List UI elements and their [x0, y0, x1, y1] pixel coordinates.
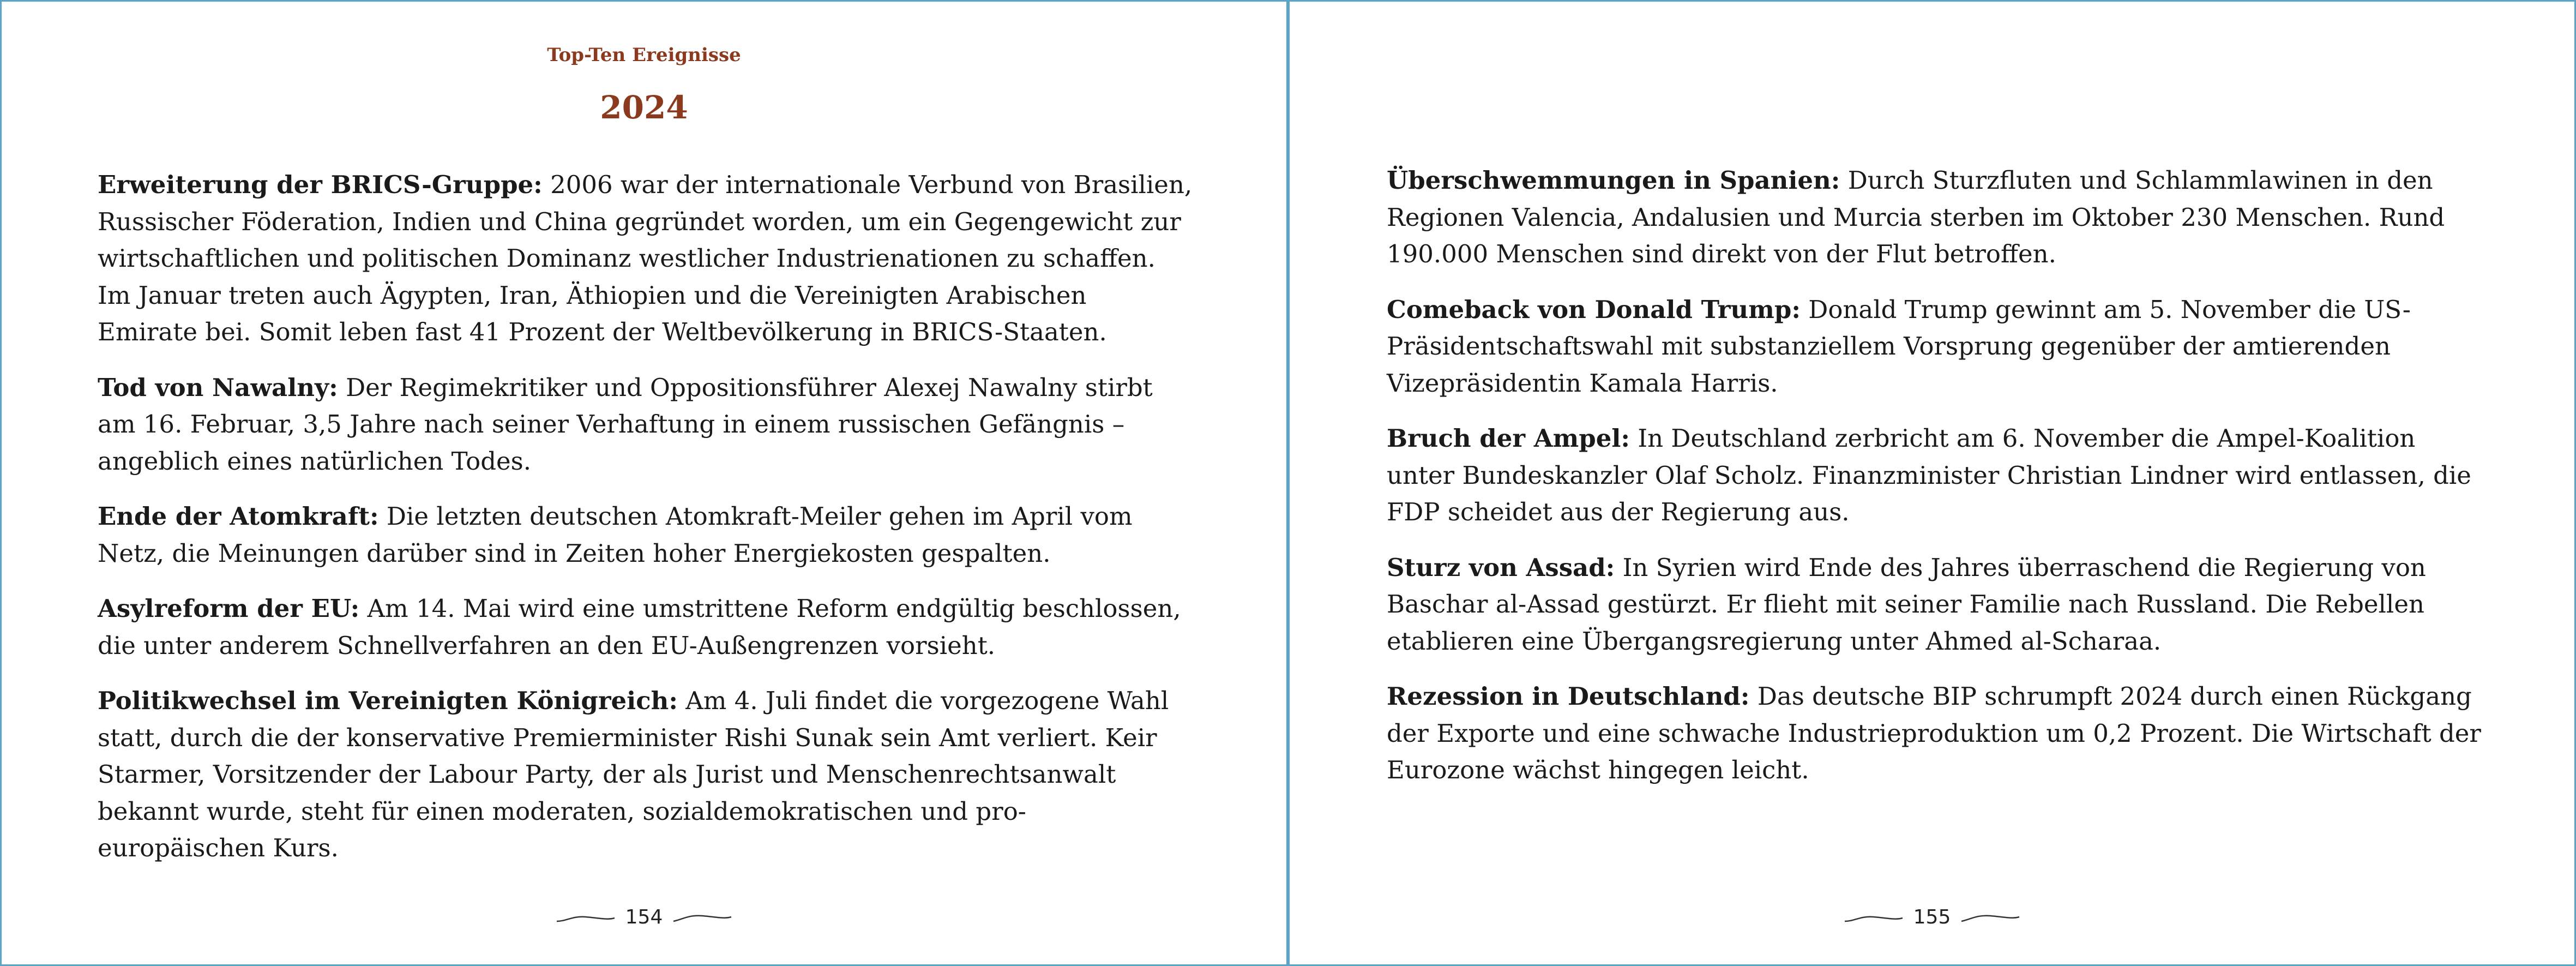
entry-politikwechsel [98, 682, 1194, 867]
entry-text: Donald Trump gewinnt am 5. November die US-Präsidentschaftswahl mit substanziellem Vorsprung gegenüber der amtierenden Vizepräsidentin Kamala Harris. [1387, 295, 2411, 398]
entry-asylreform [98, 590, 1194, 664]
entry-text: Das deutsche BIP schrumpft 2024 durch einen Rückgang der Exporte und eine schwache Industrieproduktion um 0,2 Prozent. Die Wirtschaft der Eurozone wächst hingegen leicht. [1387, 682, 2481, 784]
entry-head: Sturz von Assad: [1387, 553, 1615, 582]
entry-assad [1387, 549, 2483, 660]
entry-head: Rezession in Deutschland: [1387, 682, 1750, 711]
swash-right-icon [672, 909, 732, 926]
entry-brics [98, 166, 1194, 351]
entry-text: Die letzten deutschen Atomkraft-Meiler gehen im April vom Netz, die Meinungen darüber sind in Zeiten hoher Energiekosten gespalten. [98, 502, 1133, 568]
entry-head: Bruch der Ampel: [1387, 424, 1630, 453]
swash-left-icon [1844, 909, 1904, 926]
page-number: 155 [1913, 906, 1951, 928]
entry-text: 2006 war der internationale Verbund von Brasilien, Russischer Föderation, Indien und China gegründet worden, um ein Gegengewicht zur wirtschaftlichen und politischen Dominanz westlicher Industrienationen zu schaffen. Im Januar treten auch Ägypten, Iran, Äthiopien und die Vereinigten Arabischen Emirate bei. Somit leben fast 41 Prozent der Weltbevölkerung in BRICS-Staaten. [98, 170, 1193, 346]
page-number: 154 [625, 906, 663, 928]
entry-head: Comeback von Donald Trump: [1387, 295, 1801, 324]
entry-head: Ende der Atomkraft: [98, 502, 379, 531]
entry-rezession [1387, 678, 2483, 789]
running-head: Top-Ten Ereignisse [547, 44, 741, 66]
entry-nawalny [98, 369, 1194, 480]
entry-text: In Syrien wird Ende des Jahres überraschend die Regierung von Baschar al-Assad gestürzt. Er flieht mit seiner Familie nach Russland. Die Rebellen etablieren eine Übergangsregierung unter Ahmed al-Scharaa. [1387, 553, 2426, 656]
entry-trump [1387, 291, 2483, 402]
entry-head: Asylreform der EU: [98, 594, 360, 623]
swash-right-icon [1960, 909, 2020, 926]
entry-text: Am 4. Juli findet die vorgezogene Wahl statt, durch die der konservative Premierminister Rishi Sunak sein Amt verliert. Keir Starmer, Vorsitzender der Labour Party, der als Jurist und Menschenrechtsanwalt bekannt wurde, steht für einen moderaten, sozialdemokratischen und pro-europäischen Kurs. [98, 686, 1169, 862]
entry-text: Durch Sturzfluten und Schlammlawinen in den Regionen Valencia, Andalusien und Murcia sterben im Oktober 230 Menschen. Rund 190.000 Menschen sind direkt von der Flut betroffen. [1387, 166, 2445, 268]
entry-ampel [1387, 420, 2483, 531]
entry-spanien [1387, 162, 2483, 273]
entry-text: Am 14. Mai wird eine umstrittene Reform endgültig beschlossen, die unter anderem Schnellverfahren an den EU-Außengrenzen vorsieht. [98, 594, 1181, 660]
swash-left-icon [556, 909, 616, 926]
left-entries [98, 166, 1194, 885]
entry-atomkraft [98, 498, 1194, 572]
entry-head: Erweiterung der BRICS-Gruppe: [98, 170, 543, 199]
entry-head: Überschwemmungen in Spanien: [1387, 166, 1840, 195]
page-footer [2, 906, 1286, 928]
entry-head: Tod von Nawalny: [98, 373, 338, 402]
year-heading: 2024 [600, 89, 688, 126]
entry-text: Der Regimekritiker und Oppositionsführer Alexej Nawalny stirbt am 16. Februar, 3,5 Jahre nach seiner Verhaftung in einem russischen Gefängnis – angeblich eines natürlichen Todes. [98, 373, 1153, 476]
right-page [1288, 0, 2576, 966]
right-entries [1387, 162, 2483, 807]
entry-text: In Deutschland zerbricht am 6. November die Ampel-Koalition unter Bundeskanzler Olaf Scholz. Finanzminister Christian Lindner wird entlassen, die FDP scheidet aus der Regierung aus. [1387, 424, 2471, 526]
page-footer [1290, 906, 2574, 928]
entry-head: Politikwechsel im Vereinigten Königreich: [98, 686, 678, 715]
